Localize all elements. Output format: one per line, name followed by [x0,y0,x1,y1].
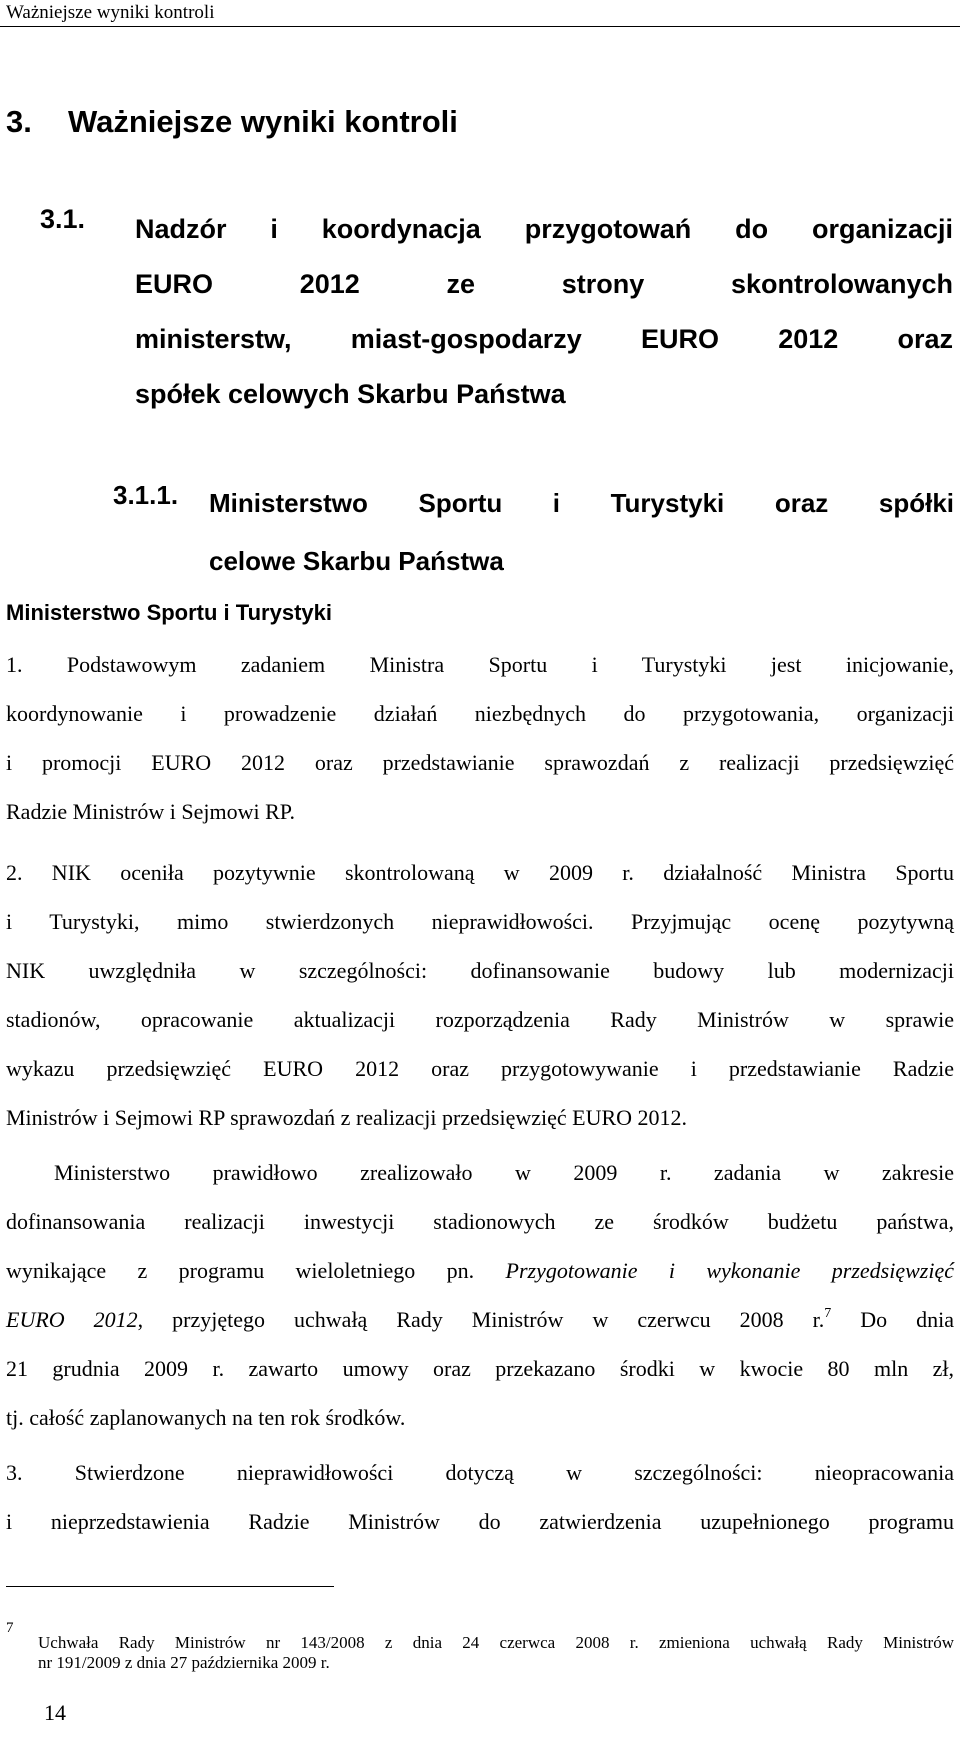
footnote-line: nr 191/2009 z dnia 27 października 2009 r. [38,1653,330,1672]
chapter-heading [6,102,458,142]
paragraph-line: wykazu przedsięwzięć EURO 2012 oraz przygotowywanie i przedstawianie Radzie [6,1056,954,1081]
subsection-heading-line: Ministerstwo Sportu i Turystyki oraz spółki [209,488,954,518]
program-title-italic: EURO 2012 [6,1307,138,1332]
paragraph-line: 1. Podstawowym zadaniem Ministra Sportu i Turystyki jest inicjowanie, [6,652,954,677]
subsection-number: 3.1.1. [113,480,179,510]
section-heading [135,202,953,422]
subsection-heading-line: celowe Skarbu Państwa [209,546,504,576]
footnote-mark: 7 [6,1620,14,1636]
subheading: Ministerstwo Sportu i Turystyki [6,600,332,625]
paragraph-line: 21 grudnia 2009 r. zawarto umowy oraz przekazano środki w kwocie 80 mln zł, [6,1356,954,1381]
paragraph-line: 2. NIK oceniła pozytywnie skontrolowaną w 2009 r. działalność Ministra Sportu [6,860,954,885]
paragraph-1 [6,640,954,836]
paragraph-text: wynikające z programu wieloletniego pn. [6,1258,475,1283]
paragraph-3 [6,1148,954,1442]
paragraph-2 [6,848,954,1142]
footnote-reference[interactable]: 7 [824,1306,832,1321]
paragraph-line: 3. Stwierdzone nieprawidłowości dotyczą w szczególności: nieopracowania [6,1460,954,1485]
paragraph-line: koordynowanie i prowadzenie działań niezbędnych do przygotowania, organizacji [6,701,954,726]
section-heading-line: ministerstw, miast-gospodarzy EURO 2012 oraz [135,324,953,354]
chapter-title: Ważniejsze wyniki kontroli [68,104,458,139]
footnote [38,1633,954,1673]
paragraph-line [6,1295,954,1344]
paragraph-4 [6,1448,954,1546]
paragraph-line: Ministrów i Sejmowi RP sprawozdań z realizacji przedsięwzięć EURO 2012. [6,1105,688,1130]
paragraph-text: , przyjętego uchwałą Rady Ministrów w czerwcu 2008 r. [137,1307,825,1332]
paragraph-line: NIK uwzględniła w szczególności: dofinansowanie budowy lub modernizacji [6,958,954,983]
paragraph-line: dofinansowania realizacji inwestycji stadionowych ze środków budżetu państwa, [6,1209,954,1234]
header-rule [0,26,960,27]
program-title-italic: Przygotowanie i wykonanie przedsięwzięć [505,1258,954,1283]
paragraph-line: stadionów, opracowanie aktualizacji rozporządzenia Rady Ministrów w sprawie [6,1007,954,1032]
chapter-number: 3. [6,104,32,139]
paragraph-text: Do dnia [860,1307,955,1332]
section-number: 3.1. [40,204,86,234]
section-heading-line: spółek celowych Skarbu Państwa [135,379,566,409]
paragraph-line [6,1246,954,1295]
footnote-separator [6,1586,334,1587]
section-heading-line: Nadzór i koordynacja przygotowań do organizacji [135,214,953,244]
page-number: 14 [44,1700,66,1725]
paragraph-line: i promocji EURO 2012 oraz przedstawianie sprawozdań z realizacji przedsięwzięć [6,750,954,775]
paragraph-line: i nieprzedstawienia Radzie Ministrów do zatwierdzenia uzupełnionego programu [6,1509,954,1534]
paragraph-line: Radzie Ministrów i Sejmowi RP. [6,799,296,824]
paragraph-line: tj. całość zaplanowanych na ten rok środków. [6,1405,406,1430]
footnote-line: Uchwała Rady Ministrów nr 143/2008 z dnia 24 czerwca 2008 r. zmieniona uchwałą Rady Ministrów [38,1633,954,1652]
subsection-heading [209,474,954,590]
paragraph-line: Ministerstwo prawidłowo zrealizowało w 2009 r. zadania w zakresie [54,1160,954,1185]
running-head: Ważniejsze wyniki kontroli [6,2,215,23]
paragraph-line: i Turystyki, mimo stwierdzonych nieprawidłowości. Przyjmując ocenę pozytywną [6,909,954,934]
section-heading-line: EURO 2012 ze strony skontrolowanych [135,269,953,299]
